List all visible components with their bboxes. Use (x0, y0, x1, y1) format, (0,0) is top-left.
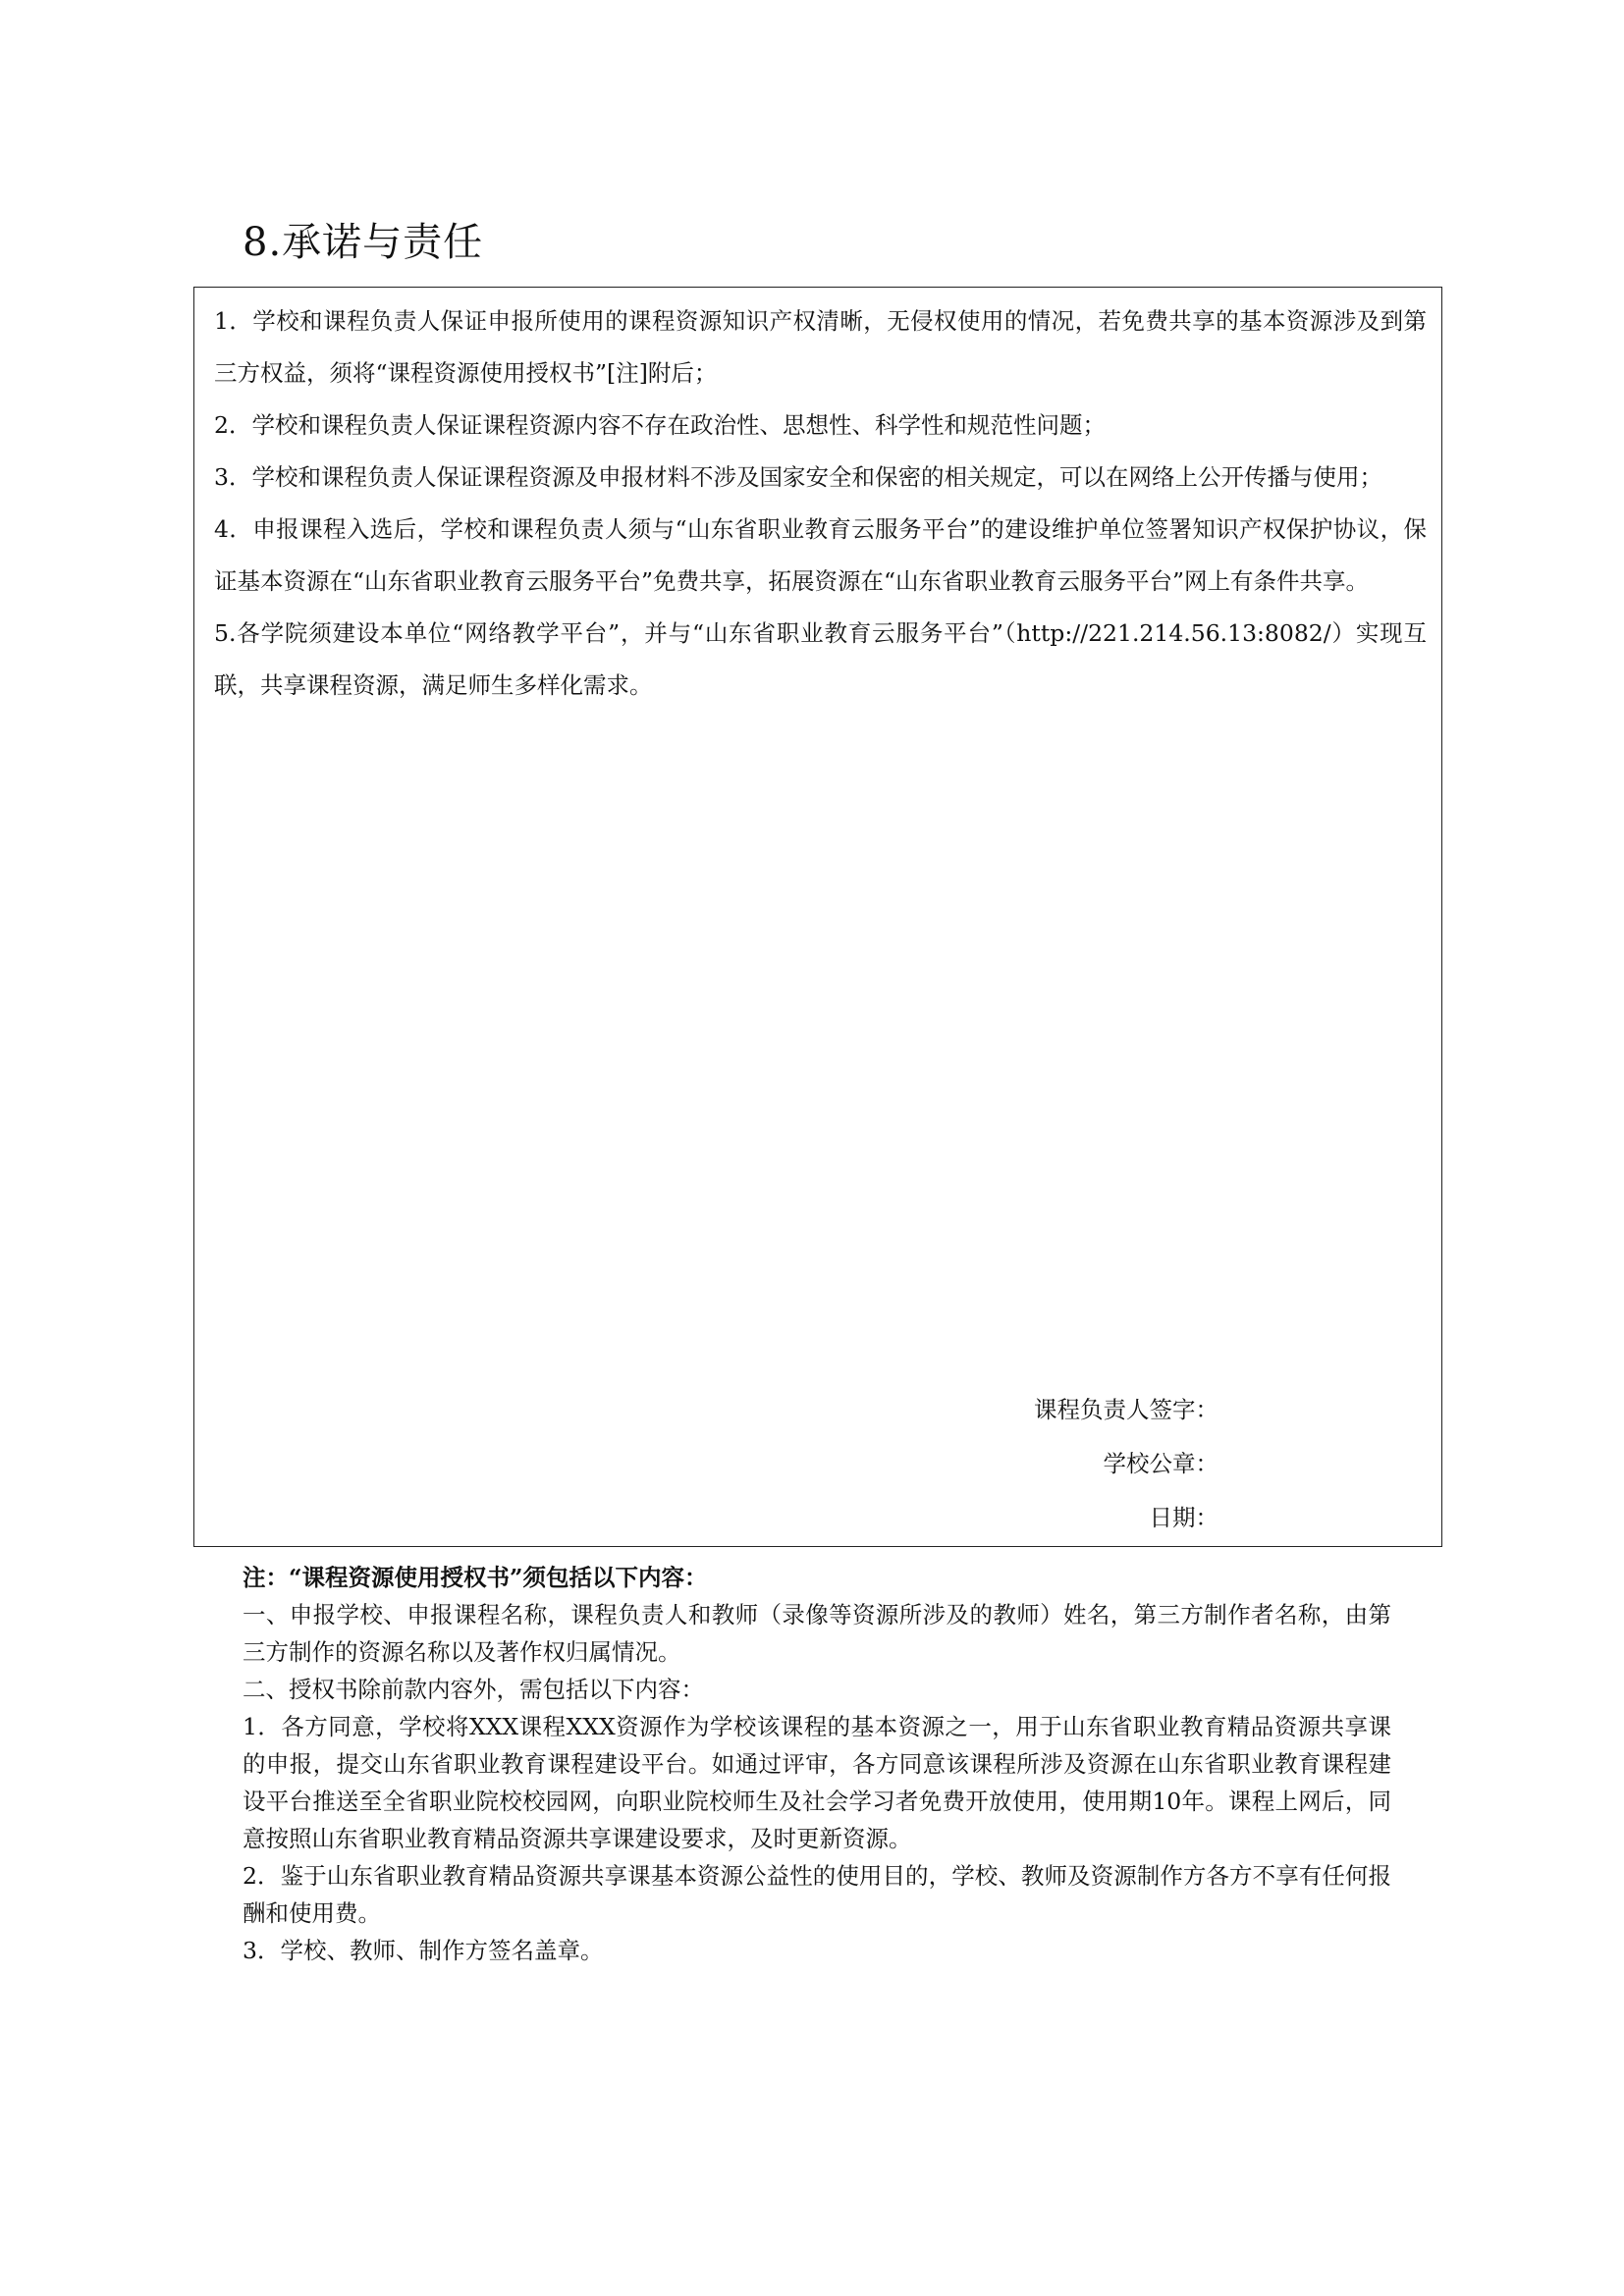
notes-title: 注：“课程资源使用授权书”须包括以下内容： (243, 1564, 708, 1591)
commitment-item: 3．学校和课程负责人保证课程资源及申报材料不涉及国家安全和保密的相关规定，可以在网络上公开传播与使用； (214, 463, 1382, 491)
date-label: 日期： (1149, 1504, 1218, 1531)
note-item: 二、授权书除前款内容外，需包括以下内容： (243, 1676, 704, 1703)
leader-signature-label: 课程负责人签字： (1034, 1396, 1218, 1423)
commitment-item: 4．申报课程入选后，学校和课程负责人须与“山东省职业教育云服务平台”的建设维护单位签署知识产权保护协议，保证基本资源在“山东省职业教育云服务平台”免费共享，拓展资源在“山东省职业教育云服务平台”网上有条件共享。 (214, 515, 1427, 595)
note-item: 一、申报学校、申报课程名称，课程负责人和教师（录像等资源所涉及的教师）姓名，第三方制作者名称，由第三方制作的资源名称以及著作权归属情况。 (243, 1601, 1391, 1666)
notes-section (243, 1559, 1391, 1969)
school-seal-label: 学校公章： (1103, 1450, 1218, 1477)
commitment-item: 1．学校和课程负责人保证申报所使用的课程资源知识产权清晰，无侵权使用的情况，若免费共享的基本资源涉及到第三方权益，须将“课程资源使用授权书”[注]附后； (214, 307, 1427, 387)
note-item: 2．鉴于山东省职业教育精品资源共享课基本资源公益性的使用目的，学校、教师及资源制作方各方不享有任何报酬和使用费。 (243, 1862, 1391, 1927)
commitment-box (193, 287, 1442, 1547)
commitment-item: 2．学校和课程负责人保证课程资源内容不存在政治性、思想性、科学性和规范性问题； (214, 411, 1106, 439)
commitment-list (214, 295, 1427, 712)
commitment-item: 5.各学院须建设本单位“网络教学平台”，并与“山东省职业教育云服务平台”（http://221.214.56.13:8082/）实现互联，共享课程资源，满足师生多样化需求。 (214, 619, 1427, 699)
section-title: 8.承诺与责任 (243, 220, 484, 265)
note-item: 1．各方同意，学校将XXX课程XXX资源作为学校该课程的基本资源之一，用于山东省职业教育精品资源共享课的申报，提交山东省职业教育课程建设平台。如通过评审，各方同意该课程所涉及资源在山东省职业教育课程建设平台推送至全省职业院校校园网，向职业院校师生及社会学习者免费开放使用，使用期10年。课程上网后，同意按照山东省职业教育精品资源共享课建设要求，及时更新资源。 (243, 1713, 1391, 1852)
note-item: 3．学校、教师、制作方签名盖章。 (243, 1937, 604, 1964)
